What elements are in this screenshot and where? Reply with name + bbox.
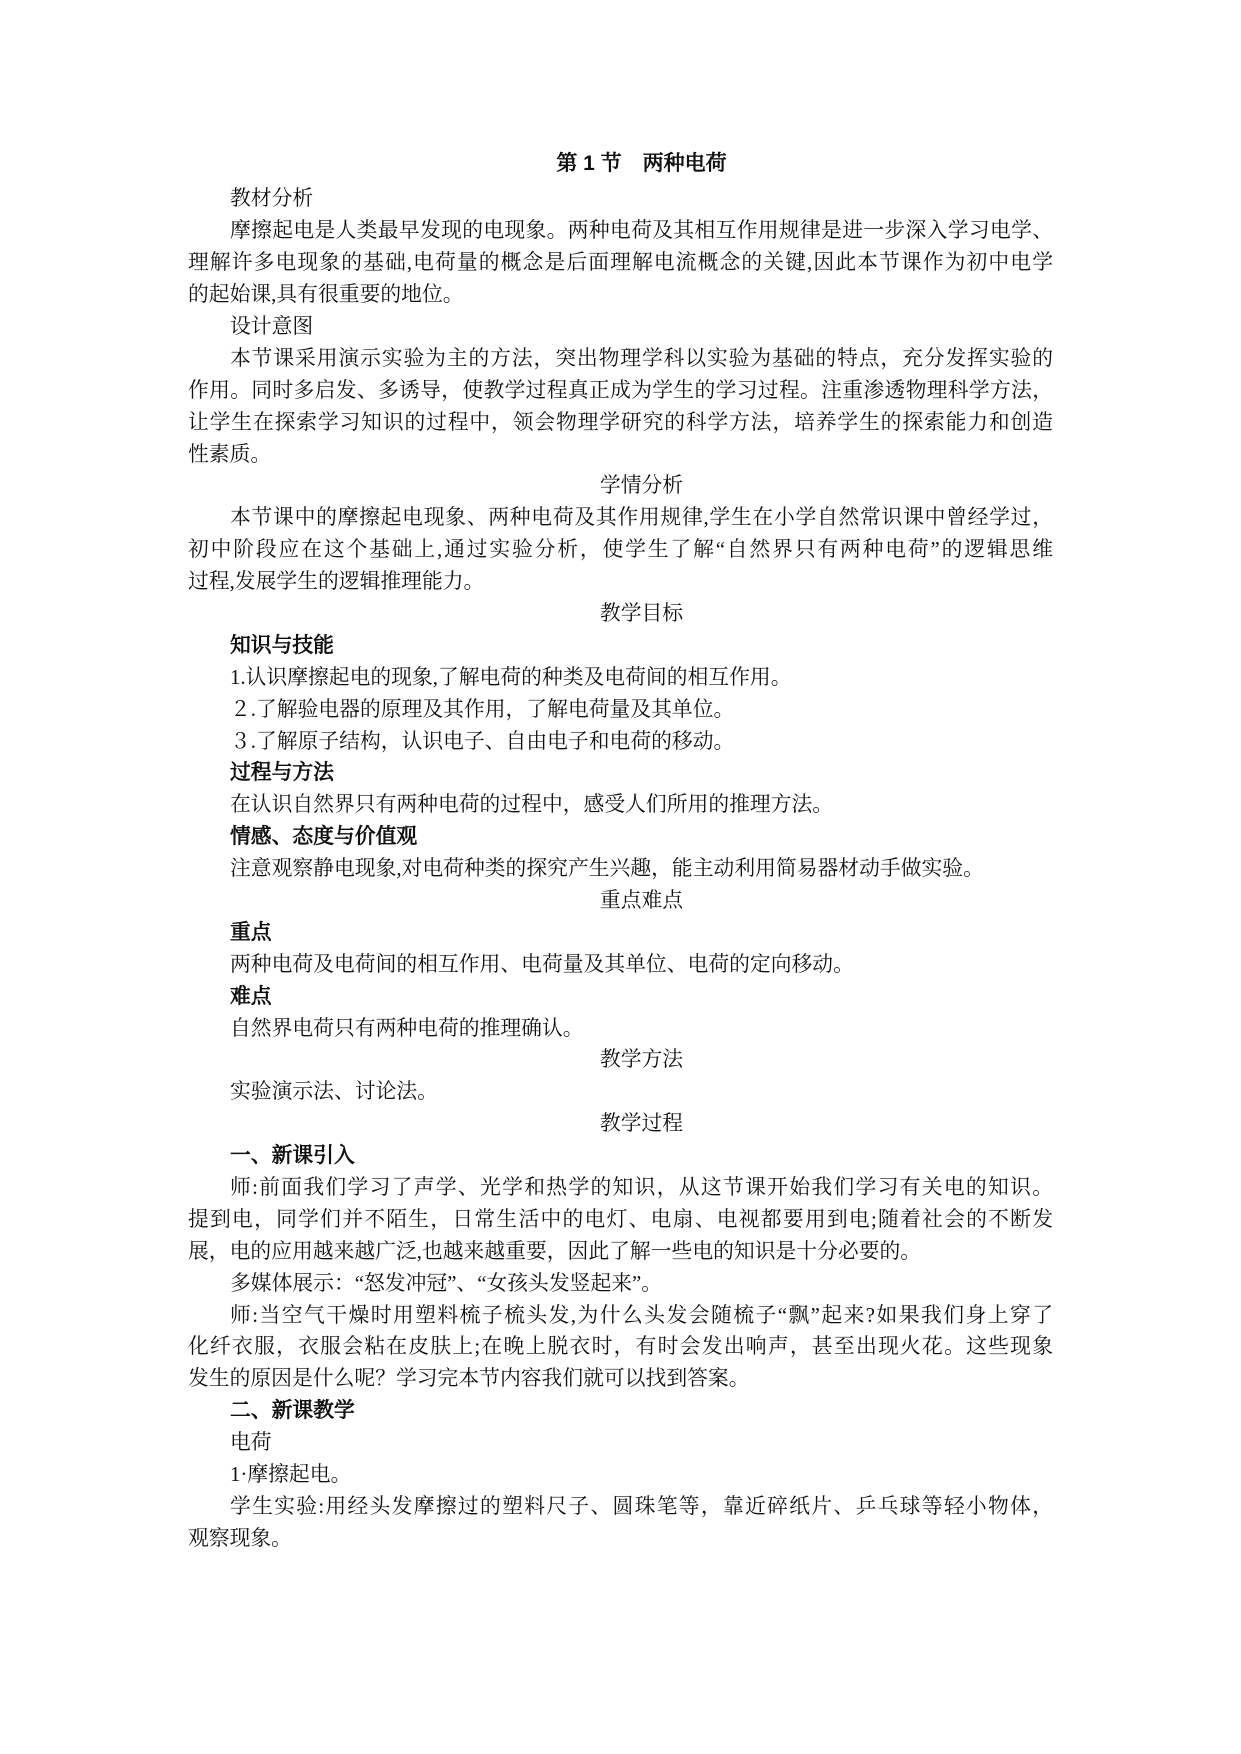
subheading-process-methods: 过程与方法 (230, 761, 334, 785)
paragraph-line: 展，电的应用越来越广泛,也越来越重要，因此了解一些电的知识是十分必要的。 (188, 1239, 922, 1263)
section-heading-textbook-analysis: 教材分析 (230, 187, 314, 211)
paragraph-line: 注意观察静电现象,对电荷种类的探究产生兴趣，能主动利用简易器材动手做实验。 (230, 857, 984, 881)
subheading-new-lesson: 二、新课教学 (230, 1399, 355, 1423)
document-body (188, 148, 1053, 1555)
paragraph-line: 理解许多电现象的基础,电荷量的概念是后面理解电流概念的关键,因此本节课作为初中电学 (188, 251, 1053, 275)
paragraph-line: 的起始课,具有很重要的地位。 (188, 283, 464, 307)
paragraph-line: 发生的原因是什么呢？学习完本节内容我们就可以找到答案。 (188, 1367, 750, 1391)
paragraph-line: 让学生在探索学习知识的过程中，领会物理学研究的科学方法，培养学生的探索能力和创造 (188, 410, 1053, 434)
section-heading-teaching-methods: 教学方法 (599, 1048, 684, 1072)
subheading-introduction: 一、新课引入 (230, 1144, 355, 1168)
paragraph-line: 自然界电荷只有两种电荷的推理确认。 (230, 1016, 584, 1040)
objective-item: ３.了解原子结构，认识电子、自由电子和电荷的移动。 (230, 729, 735, 753)
paragraph-line: 提到电，同学们并不陌生，日常生活中的电灯、电扇、电视都要用到电;随着社会的不断发 (188, 1207, 1053, 1231)
paragraph-line: 实验演示法、讨论法。 (230, 1080, 438, 1104)
objective-item: ２.了解验电器的原理及其作用，了解电荷量及其单位。 (230, 697, 735, 721)
subheading-knowledge-skills: 知识与技能 (230, 633, 334, 657)
paragraph-line: 过程,发展学生的逻辑推理能力。 (188, 570, 485, 594)
paragraph-line: 两种电荷及电荷间的相互作用、电荷量及其单位、电荷的定向移动。 (230, 952, 854, 976)
paragraph-line: 多媒体展示：“怒发冲冠”、“女孩头发竖起来”。 (230, 1271, 663, 1295)
step-heading: 1·摩擦起电。 (230, 1463, 352, 1487)
paragraph-line: 学生实验:用经头发摩擦过的塑料尺子、圆珠笔等，靠近碎纸片、乒乓球等轻小物体， (230, 1494, 1053, 1518)
paragraph-line: 摩擦起电是人类最早发现的电现象。两种电荷及其相互作用规律是进一步深入学习电学、 (230, 219, 1053, 243)
section-heading-teaching-objectives: 教学目标 (599, 601, 684, 625)
subheading-difficult-point: 难点 (230, 984, 272, 1008)
paragraph-line: 在认识自然界只有两种电荷的过程中，感受人们所用的推理方法。 (230, 793, 834, 817)
topic-heading-charge: 电荷 (230, 1431, 272, 1455)
section-heading-learner-analysis: 学情分析 (599, 474, 684, 498)
paragraph-line: 化纤衣服，衣服会粘在皮肤上;在晚上脱衣时，有时会发出响声，甚至出现火花。这些现象 (188, 1335, 1053, 1359)
paragraph-line: 师:前面我们学习了声学、光学和热学的知识，从这节课开始我们学习有关电的知识。 (230, 1176, 1053, 1199)
subheading-emotion-attitude-values: 情感、态度与价值观 (230, 825, 418, 849)
paragraph-line: 本节课中的摩擦起电现象、两种电荷及其作用规律,学生在小学自然常识课中曾经学过， (230, 506, 1053, 530)
section-heading-teaching-process: 教学过程 (599, 1112, 684, 1136)
paragraph-line: 本节课采用演示实验为主的方法，突出物理学科以实验为基础的特点，充分发挥实验的 (230, 346, 1053, 370)
paragraph-line: 观察现象。 (188, 1526, 292, 1550)
objective-item: 1.认识摩擦起电的现象,了解电荷的种类及电荷间的相互作用。 (230, 665, 792, 689)
paragraph-line: 性素质。 (188, 442, 272, 466)
paragraph-line: 初中阶段应在这个基础上,通过实验分析，使学生了解“自然界只有两种电荷”的逻辑思维 (188, 538, 1053, 562)
section-heading-key-difficult-points: 重点难点 (599, 888, 684, 912)
subheading-key-point: 重点 (230, 920, 272, 944)
paragraph-line: 作用。同时多启发、多诱导，使教学过程真正成为学生的学习过程。注重渗透物理科学方法， (188, 378, 1053, 402)
section-heading-design-intent: 设计意图 (230, 314, 314, 338)
page-title: 第 1 节 两种电荷 (556, 152, 727, 175)
paragraph-line: 师:当空气干燥时用塑料梳子梳头发,为什么头发会随梳子“飘”起来?如果我们身上穿了 (230, 1303, 1053, 1327)
